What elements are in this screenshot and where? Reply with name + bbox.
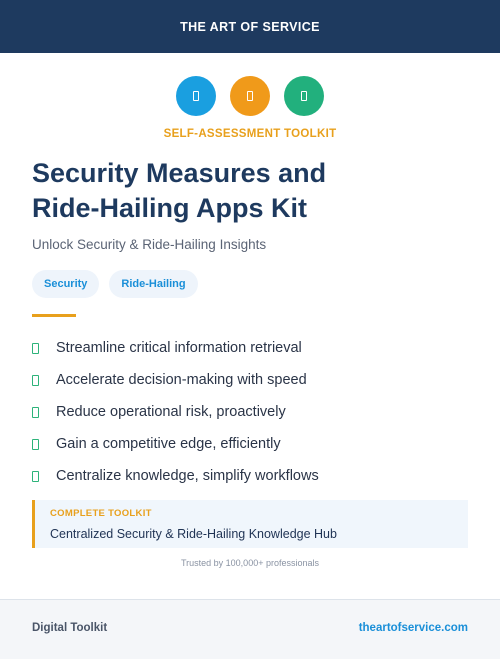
callout-label: COMPLETE TOOLKIT [50, 508, 152, 519]
check-icon [32, 471, 39, 482]
benefit-item [32, 460, 472, 492]
benefit-text: Gain a competitive edge, efficiently [56, 436, 281, 452]
footer [0, 599, 500, 659]
benefit-text: Reduce operational risk, proactively [56, 404, 286, 420]
tag-list [32, 270, 198, 298]
top-banner [0, 0, 500, 53]
benefit-text: Accelerate decision-making with speed [56, 372, 307, 388]
tag-security[interactable]: Security [32, 270, 99, 298]
website-link[interactable]: theartofservice.com [358, 622, 468, 634]
benefit-text: Centralize knowledge, simplify workflows [56, 468, 319, 484]
benefit-item [32, 332, 472, 364]
callout-text: Centralized Security & Ride-Hailing Knowledge Hub [50, 527, 337, 541]
benefit-item [32, 396, 472, 428]
toolkit-type-label: SELF-ASSESSMENT TOOLKIT [163, 128, 337, 140]
check-icon [32, 343, 39, 354]
check-icon [32, 439, 39, 450]
title-line-1: Security Measures and [32, 158, 327, 188]
icon-row [0, 76, 500, 116]
blue-book-icon [176, 76, 216, 116]
tag-ride-hailing[interactable]: Ride-Hailing [109, 270, 197, 298]
check-icon [32, 375, 39, 386]
benefit-item [32, 428, 472, 460]
benefit-list [32, 332, 472, 492]
check-icon [32, 407, 39, 418]
orange-book-icon [230, 76, 270, 116]
benefit-text: Streamline critical information retrieval [56, 340, 302, 356]
trust-statement: Trusted by 100,000+ professionals [180, 558, 319, 568]
accent-divider [32, 314, 76, 317]
benefit-item [32, 364, 472, 396]
title-line-2: Ride-Hailing Apps Kit [32, 193, 307, 223]
brand-name: THE ART OF SERVICE [180, 19, 320, 34]
subtitle: Unlock Security & Ride-Hailing Insights [32, 237, 267, 252]
footer-product-label: Digital Toolkit [32, 622, 108, 634]
complete-toolkit-callout [32, 500, 468, 548]
page-title [32, 156, 472, 226]
green-book-icon [284, 76, 324, 116]
